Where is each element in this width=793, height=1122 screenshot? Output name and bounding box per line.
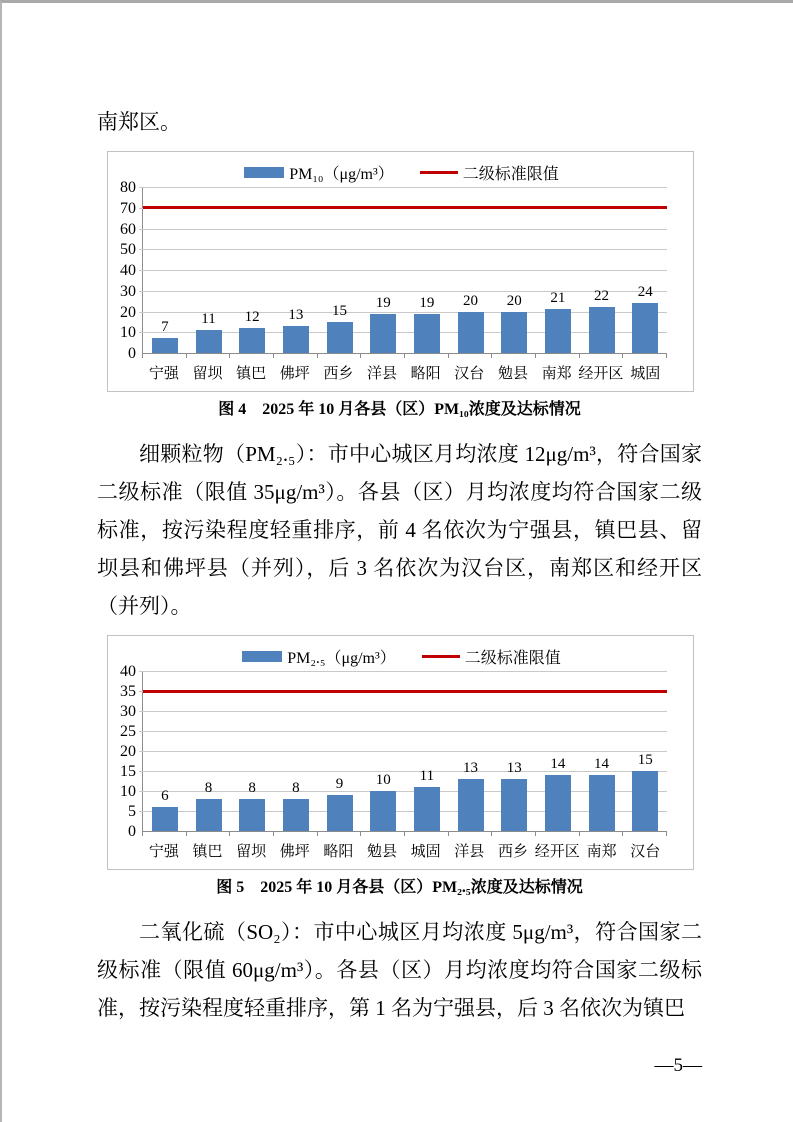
- x-axis-tick: [187, 354, 231, 358]
- pm25-bar-chart: [107, 635, 694, 870]
- chart-body: [112, 179, 691, 383]
- bar-value-label: 14: [550, 756, 566, 772]
- x-axis-category-label: 洋县: [454, 844, 485, 860]
- so2-paragraph: 二氧化硫（SO₂）：市中心城区月均浓度 5μg/m³，符合国家二级标准（限值 60μg/m³）。各县（区）月均浓度均符合国家二级标准，按污染程度轻重排序，第 1 名为宁强县，后 3 名依次为镇巴: [97, 920, 702, 1020]
- bars-row: [143, 188, 667, 353]
- bar-column: [187, 311, 231, 353]
- x-axis-tick: [492, 832, 536, 836]
- bar-column: [536, 290, 580, 353]
- bar-value-label: 13: [288, 307, 304, 324]
- bar-series-swatch-icon: [242, 651, 282, 662]
- y-axis-tick-label: 5: [128, 803, 136, 820]
- x-axis-category-label: 勉县: [367, 844, 398, 860]
- bar: [589, 307, 615, 353]
- y-axis-tick-label: 0: [128, 345, 136, 362]
- bar-value-label: 9: [335, 776, 344, 792]
- y-axis-tick-label: 30: [120, 703, 136, 720]
- x-axis-tick: [274, 354, 318, 358]
- bar-value-label: 20: [506, 292, 522, 309]
- bar: [632, 303, 658, 353]
- x-axis-tick: [405, 832, 449, 836]
- x-axis-category-label: 略阳: [323, 844, 354, 860]
- y-axis-tick-label: 20: [120, 743, 136, 760]
- x-axis-category-label: 南郑: [541, 366, 572, 382]
- x-axis-category-label: 略阳: [410, 366, 441, 382]
- x-axis-tick: [449, 354, 493, 358]
- chart-legend: [112, 645, 691, 667]
- bar: [327, 795, 353, 831]
- y-axis-tick-label: 15: [120, 763, 136, 780]
- limit-line: [143, 690, 667, 693]
- figure4-caption: 图 4 2025 年 10 月各县（区）PM₁₀浓度及达标情况: [218, 401, 581, 418]
- bar-column: [230, 780, 274, 831]
- bar: [589, 775, 615, 831]
- bar: [152, 338, 178, 353]
- x-axis-category-label: 西乡: [323, 366, 354, 382]
- bar-value-label: 11: [419, 768, 435, 784]
- x-axis-tick: [187, 832, 231, 836]
- bar-value-label: 20: [463, 292, 479, 309]
- x-axis-tick: [580, 354, 624, 358]
- x-axis-tick: [274, 832, 318, 836]
- page-content: [97, 103, 702, 1077]
- x-axis-category-label: 城固: [410, 844, 441, 860]
- y-axis-tick-label: 70: [120, 199, 136, 217]
- bar: [283, 326, 309, 353]
- bar: [414, 787, 440, 831]
- bar: [458, 779, 484, 831]
- bar-column: [623, 284, 667, 353]
- x-axis-tick: [361, 832, 405, 836]
- bar-series-swatch-icon: [244, 167, 284, 178]
- bar-value-label: 24: [637, 284, 653, 301]
- pm25-paragraph: 细颗粒物（PM₂.₅）：市中心城区月均浓度 12μg/m³，符合国家二级标准（限值 35μg/m³）。各县（区）月均浓度均符合国家二级标准，按污染程度轻重排序，前 4 名依次为宁强县，镇巴县、留坝县和佛坪县（并列），后 3 名依次为汉台区，南郑区和经开区（并列）。: [97, 442, 702, 618]
- x-axis-tick: [580, 832, 624, 836]
- y-axis-tick-label: 35: [120, 683, 136, 700]
- x-axis-category-label: 南郑: [586, 844, 617, 860]
- bar-column: [318, 303, 362, 353]
- bar-column: [449, 760, 493, 831]
- y-axis: [112, 663, 142, 840]
- bar-value-label: 8: [204, 780, 213, 796]
- bar-column: [187, 780, 231, 831]
- bar-value-label: 15: [332, 302, 348, 319]
- x-axis-category-label: 洋县: [367, 366, 398, 382]
- bar-value-label: 10: [375, 772, 391, 788]
- bar-column: [492, 760, 536, 831]
- bar: [545, 775, 571, 831]
- bar: [370, 791, 396, 831]
- y-axis-tick-label: 10: [120, 324, 136, 342]
- bar-column: [580, 756, 624, 831]
- bar: [370, 314, 396, 353]
- legend-item-series: [242, 645, 396, 668]
- bar-value-label: 6: [161, 788, 169, 804]
- bar: [327, 322, 353, 353]
- x-axis-tick: [405, 354, 449, 358]
- bar: [283, 799, 309, 831]
- legend-series-label: PM₂.₅（μg/m³）: [287, 649, 396, 667]
- limit-line-swatch-icon: [420, 171, 458, 174]
- limit-line-swatch-icon: [422, 655, 460, 658]
- y-axis-tick-label: 20: [120, 303, 136, 321]
- bar-column: [143, 788, 187, 831]
- bar-column: [536, 756, 580, 831]
- x-axis-tick: [230, 354, 274, 358]
- x-axis-tick: [143, 832, 187, 836]
- bar-value-label: 19: [419, 294, 435, 311]
- bar-value-label: 21: [550, 290, 566, 307]
- y-axis: [112, 179, 142, 362]
- x-axis-category-label: 经开区: [578, 366, 624, 382]
- x-axis-category-label: 留坝: [192, 366, 223, 382]
- legend-limit-label: 二级标准限值: [462, 165, 559, 183]
- bar-column: [361, 295, 405, 353]
- bar-value-label: 7: [161, 319, 169, 336]
- plot-column: [142, 188, 667, 383]
- x-axis-tick: [318, 354, 362, 358]
- x-axis-category-label: 经开区: [534, 844, 580, 860]
- legend-item-limit: [422, 645, 561, 668]
- bar-value-label: 12: [244, 309, 260, 326]
- limit-line: [143, 206, 667, 209]
- plot-column: [142, 672, 667, 861]
- legend-limit-label: 二级标准限值: [464, 649, 561, 667]
- x-axis-category-label: 汉台: [454, 366, 485, 382]
- bar: [196, 330, 222, 353]
- y-axis-tick-label: 80: [120, 179, 136, 196]
- bar-column: [230, 309, 274, 353]
- x-axis-tick: [492, 354, 536, 358]
- x-axis-category-label: 宁强: [148, 844, 179, 860]
- bar-column: [580, 288, 624, 353]
- x-axis-tick: [449, 832, 493, 836]
- legend-item-limit: [420, 161, 559, 184]
- intro-text: 南郑区。: [97, 110, 181, 134]
- bar: [458, 312, 484, 354]
- bar-column: [361, 772, 405, 831]
- x-axis-tick: [361, 354, 405, 358]
- bar-column: [492, 293, 536, 354]
- bar-column: [405, 295, 449, 353]
- x-axis-tick: [623, 354, 667, 358]
- bar-column: [449, 293, 493, 354]
- bar-column: [274, 307, 318, 353]
- bar: [196, 799, 222, 831]
- pm10-bar-chart: [107, 151, 694, 392]
- bar-value-label: 15: [637, 752, 653, 768]
- legend-series-label: PM₁₀（μg/m³）: [289, 165, 394, 183]
- bar-value-label: 11: [201, 311, 216, 328]
- bar: [545, 309, 571, 353]
- x-axis-tick: [536, 832, 580, 836]
- x-axis-category-label: 汉台: [630, 844, 661, 860]
- x-axis-category-label: 西乡: [497, 844, 528, 860]
- bar-column: [274, 780, 318, 831]
- bar: [152, 807, 178, 831]
- x-axis-category-label: 城固: [630, 366, 661, 382]
- x-axis-ticks: [142, 832, 667, 836]
- y-axis-tick-label: 10: [120, 783, 136, 800]
- bar-value-label: 22: [594, 288, 610, 305]
- bar-column: [623, 752, 667, 831]
- bar: [501, 312, 527, 354]
- plot-area: [142, 672, 667, 832]
- x-axis-tick: [318, 832, 362, 836]
- bar-column: [405, 768, 449, 831]
- chart-legend: [112, 161, 691, 183]
- plot-area: [142, 188, 667, 354]
- y-axis-tick-label: 30: [120, 282, 136, 300]
- bar: [239, 799, 265, 831]
- bar-value-label: 8: [292, 780, 300, 796]
- y-axis-tick-label: 40: [120, 663, 136, 680]
- bar-value-label: 14: [594, 756, 610, 772]
- bar-value-label: 13: [506, 760, 522, 776]
- x-axis-category-label: 佛坪: [279, 844, 310, 860]
- bar-value-label: 8: [248, 780, 256, 796]
- x-axis-ticks: [142, 354, 667, 358]
- x-axis-tick: [143, 354, 187, 358]
- bar: [501, 779, 527, 831]
- page-number: —5—: [654, 1055, 702, 1076]
- y-axis-tick-label: 0: [128, 823, 136, 840]
- x-axis-category-label: 宁强: [148, 366, 179, 382]
- x-axis-tick: [623, 832, 667, 836]
- x-axis-category-label: 镇巴: [236, 366, 267, 382]
- x-axis-labels: [142, 362, 667, 383]
- x-axis-category-label: 佛坪: [279, 366, 310, 382]
- bar-column: [143, 319, 187, 353]
- x-axis-category-label: 镇巴: [192, 844, 223, 860]
- x-axis-category-label: 勉县: [497, 366, 528, 382]
- bar-value-label: 13: [463, 760, 479, 776]
- bars-row: [143, 672, 667, 831]
- x-axis-labels: [142, 840, 667, 861]
- bar: [414, 314, 440, 353]
- x-axis-tick: [536, 354, 580, 358]
- x-axis-tick: [230, 832, 274, 836]
- figure5-caption: 图 5 2025 年 10 月各县（区）PM₂.₅浓度及达标情况: [216, 879, 583, 896]
- y-axis-tick-label: 60: [120, 220, 136, 238]
- y-axis-tick-label: 50: [120, 241, 136, 259]
- bar-value-label: 19: [375, 294, 391, 311]
- x-axis-category-label: 留坝: [236, 844, 267, 860]
- bar: [632, 771, 658, 831]
- bar-column: [318, 776, 362, 831]
- y-axis-tick-label: 25: [120, 723, 136, 740]
- chart-body: [112, 663, 691, 861]
- legend-item-series: [244, 161, 394, 184]
- y-axis-tick-label: 40: [120, 262, 136, 279]
- bar: [239, 328, 265, 353]
